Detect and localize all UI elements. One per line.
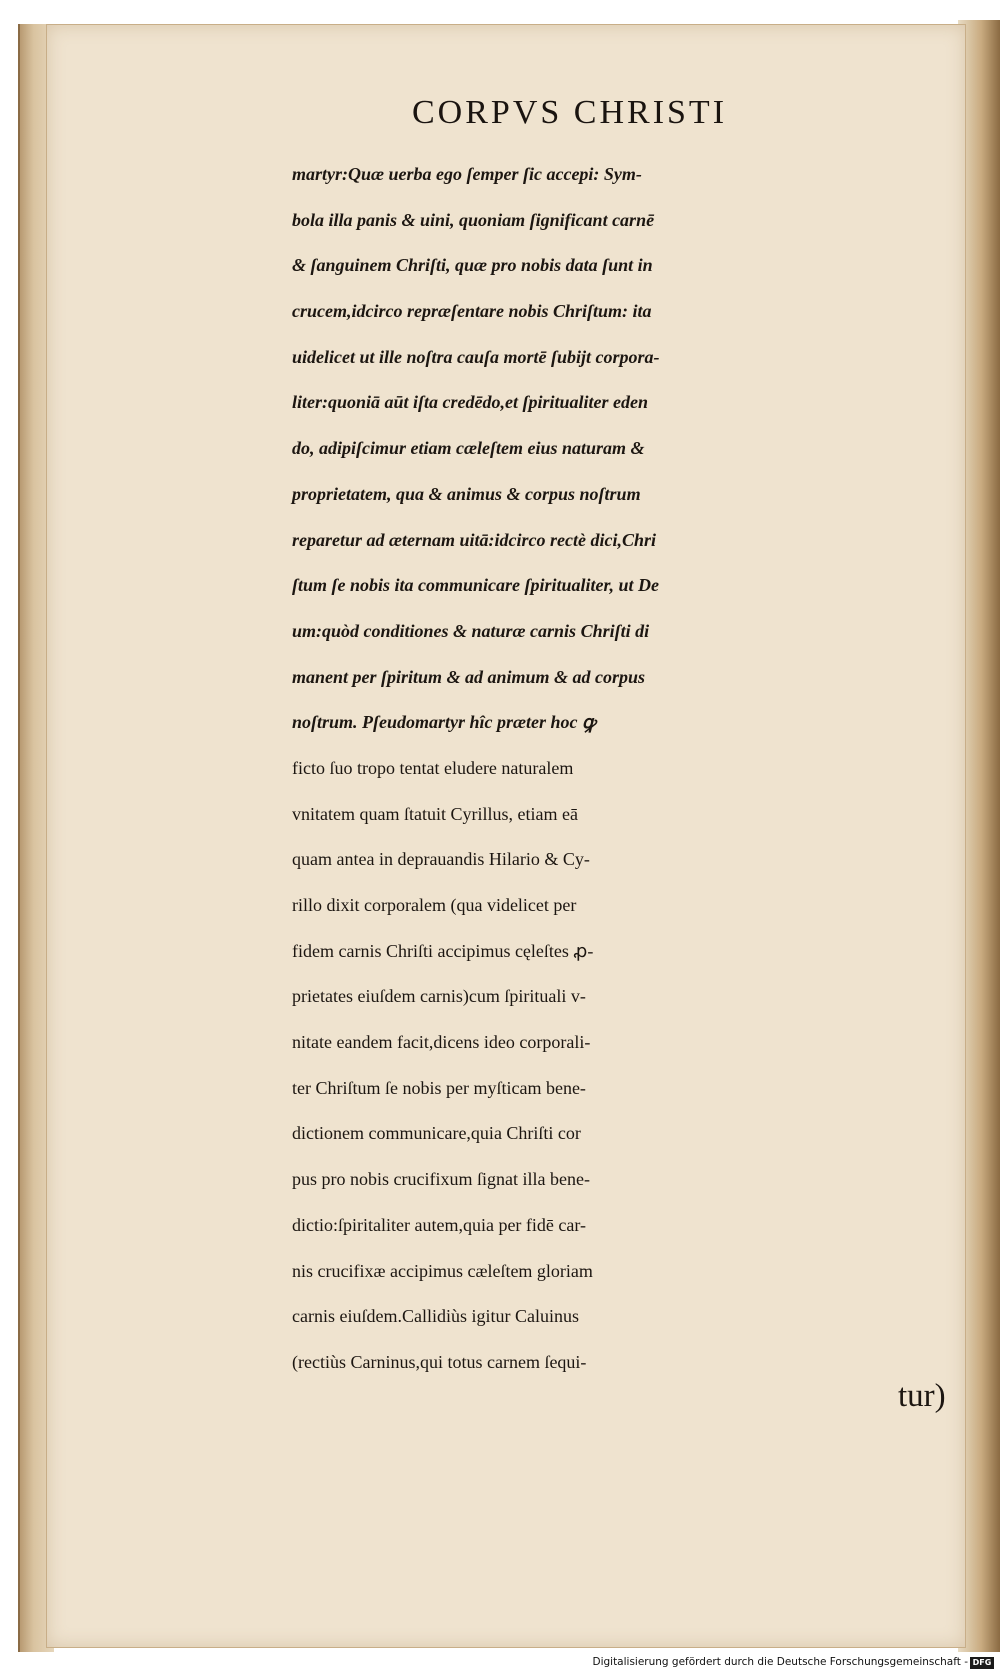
text-line: liter:quoniā aūt iſta credēdo,et ſpiritualiter eden <box>292 392 648 413</box>
text-line: (rectiùs Carninus,qui totus carnem ſequi- <box>292 1351 587 1372</box>
text-line: do, adipiſcimur etiam cæleſtem eius naturam & <box>292 438 645 459</box>
text-line: crucem,idcirco repræſentare nobis Chriſtum: ita <box>292 301 652 322</box>
running-head: CORPVS CHRISTI <box>412 94 728 131</box>
text-line: quam antea in deprauandis Hilario & Cy- <box>292 849 590 870</box>
text-line: um:quòd conditiones & naturæ carnis Chriſti di <box>292 620 650 641</box>
text-line: bola illa panis & uini, quoniam ſignificant carnē <box>292 209 655 230</box>
text-line: martyr:Quæ uerba ego ſemper ſic accepi: Sym- <box>292 164 642 184</box>
text-line: reparetur ad æternam uitā:idcirco rectè dici,Chri <box>292 529 656 550</box>
text-line: prietates eiuſdem carnis)cum ſpirituali v- <box>292 986 586 1007</box>
text-line: nitate eandem facit,dicens ideo corporali- <box>292 1032 591 1053</box>
text-line: ſtum ſe nobis ita communicare ſpiritualiter, ut De <box>292 575 660 596</box>
text-line: dictionem communicare,quia Chriſti cor <box>292 1123 581 1144</box>
text-line: pus pro nobis crucifixum ſignat illa bene- <box>292 1169 590 1190</box>
text-line: vnitatem quam ſtatuit Cyrillus, etiam eā <box>292 803 578 824</box>
text-line: manent per ſpiritum & ad animum & ad corpus <box>292 666 646 687</box>
text-line: dictio:ſpiritaliter autem,quia per fidē car- <box>292 1214 587 1235</box>
footer-credit: Digitalisierung gefördert durch die Deutsche Forschungsgemeinschaft - <box>592 1656 968 1668</box>
dfg-logo: DFG <box>970 1657 994 1669</box>
text-line: uidelicet ut ille noſtra cauſa mortē ſubijt corpora- <box>292 346 660 367</box>
text-line: ficto ſuo tropo tentat eludere naturalem <box>292 757 574 778</box>
text-line: carnis eiuſdem.Callidiùs igitur Caluinus <box>292 1306 579 1327</box>
text-line: nis crucifixæ accipimus cæleſtem gloriam <box>292 1260 593 1281</box>
text-block <box>292 152 982 1386</box>
catchword: tur) <box>898 1378 946 1414</box>
text-line: noſtrum. Pſeudomartyr hîc præter hoc ꝙ <box>292 712 596 733</box>
text-line: proprietatem, qua & animus & corpus noſtrum <box>292 483 641 504</box>
text-line: & ſanguinem Chriſti, quæ pro nobis data ſunt in <box>292 255 653 276</box>
text-line: ter Chriſtum ſe nobis per myſticam bene- <box>292 1077 586 1098</box>
text-line: rillo dixit corporalem (qua videlicet per <box>292 895 577 915</box>
text-line: fidem carnis Chriſti accipimus cęleſtes ꝓ- <box>292 940 594 961</box>
